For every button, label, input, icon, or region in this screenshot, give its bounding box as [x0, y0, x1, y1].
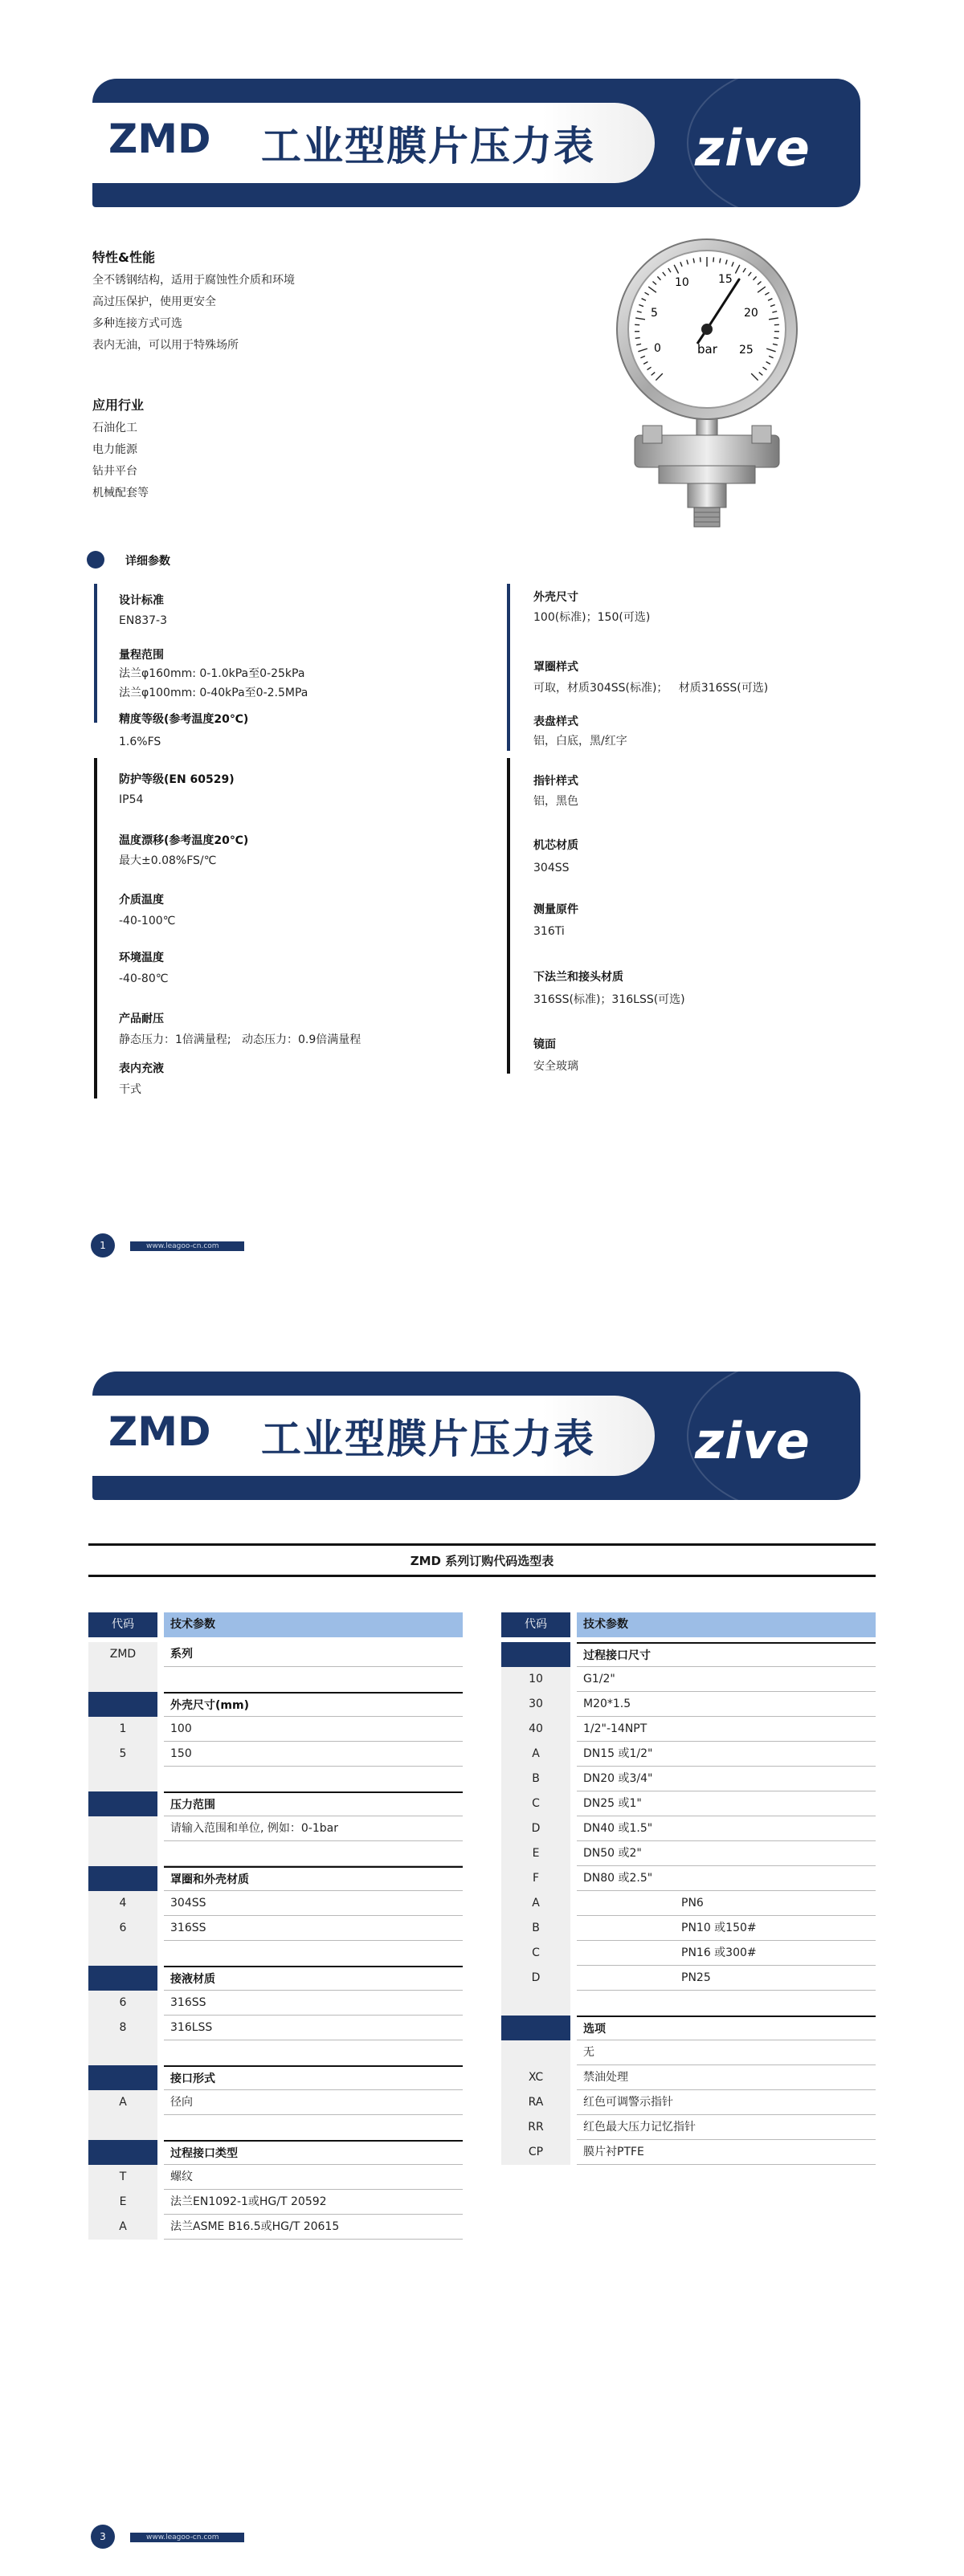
- group-title: 压力范围: [164, 1791, 463, 1816]
- value-cell: 316SS: [164, 1916, 463, 1941]
- code-cell: [88, 1866, 157, 1891]
- value-cell: 禁油处理: [577, 2065, 876, 2090]
- product-title: 工业型膜片压力表: [261, 1416, 595, 1462]
- column-divider: [94, 758, 97, 1098]
- spec-label: 下法兰和接头材质: [533, 971, 623, 984]
- spec-value: 316Ti: [533, 925, 565, 938]
- value-cell: 1/2"-14NPT: [577, 1717, 876, 1742]
- header-banner: [92, 1372, 860, 1500]
- code-cell: [88, 2140, 157, 2165]
- group-title: 过程接口尺寸: [577, 1642, 876, 1667]
- code-cell: 10: [501, 1667, 570, 1692]
- value-cell: [164, 1841, 463, 1866]
- value-cell: 红色可调警示指针: [577, 2090, 876, 2115]
- column-divider: [94, 584, 97, 723]
- table-group-row: [501, 1642, 876, 1667]
- list-item: 表内无油，可以用于特殊场所: [92, 339, 239, 352]
- value-cell: DN20 或3/4": [577, 1767, 876, 1791]
- spec-label: 外壳尺寸: [533, 591, 578, 604]
- table-group-row: [88, 2065, 463, 2090]
- code-cell: C: [501, 1941, 570, 1966]
- code-header: 代码: [501, 1612, 570, 1637]
- code-cell: C: [501, 1791, 570, 1816]
- code-cell: XC: [501, 2065, 570, 2090]
- code-cell: [88, 1791, 157, 1816]
- value-cell: 膜片衬PTFE: [577, 2140, 876, 2165]
- table-spacer-row: [88, 1667, 463, 1692]
- table-row: [88, 1991, 463, 2016]
- gauge-tick-mark: [635, 338, 640, 339]
- gauge-tick-10: 10: [675, 276, 689, 289]
- spec-label: 测量原件: [533, 903, 578, 916]
- table-group-row: [88, 2140, 463, 2165]
- table-group-row: [88, 1866, 463, 1891]
- gauge-unit: bar: [697, 342, 717, 357]
- table-group-row: [88, 1692, 463, 1717]
- spec-label: 介质温度: [119, 894, 164, 907]
- features-heading: 特性&性能: [92, 250, 155, 265]
- spec-label: 罩圈样式: [533, 661, 578, 674]
- page-3: [0, 1293, 964, 2576]
- value-cell: 红色最大压力记忆指针: [577, 2115, 876, 2140]
- industries-list: [92, 418, 149, 504]
- table-row: [88, 2090, 463, 2115]
- table-spacer-row: [88, 2115, 463, 2140]
- value-cell: DN80 或2.5": [577, 1866, 876, 1891]
- table-row: [501, 1742, 876, 1767]
- code-cell: A: [501, 1742, 570, 1767]
- spec-value: 安全玻璃: [533, 1060, 578, 1073]
- details-marker: [87, 551, 104, 569]
- code-cell: [88, 1692, 157, 1717]
- spec-label: 机芯材质: [533, 839, 578, 852]
- value-cell: DN50 或2": [577, 1841, 876, 1866]
- code-cell: F: [501, 1866, 570, 1891]
- column-divider: [507, 584, 510, 751]
- code-cell: 5: [88, 1742, 157, 1767]
- param-header: 技术参数: [577, 1612, 876, 1637]
- code-cell: 8: [88, 2016, 157, 2040]
- value-cell: 316LSS: [164, 2016, 463, 2040]
- product-title: 工业型膜片压力表: [261, 123, 595, 169]
- spec-value: 304SS: [533, 862, 570, 874]
- code-cell: A: [88, 2215, 157, 2240]
- value-cell: 304SS: [164, 1891, 463, 1916]
- table-row: [88, 1816, 463, 1841]
- code-cell: ZMD: [88, 1642, 157, 1667]
- value-cell: 无: [577, 2040, 876, 2065]
- code-cell: 6: [88, 1991, 157, 2016]
- footer-url[interactable]: www.leagoo-cn.com: [130, 1241, 244, 1251]
- column-divider: [507, 758, 510, 1074]
- list-item: 高过压保护，使用更安全: [92, 296, 216, 308]
- spec-label: 精度等级(参考温度20℃): [119, 713, 249, 726]
- table-row: [88, 2165, 463, 2190]
- page-number: 3: [91, 2525, 115, 2549]
- spec-value: -40-80℃: [119, 972, 169, 985]
- spec-label: 防护等级(EN 60529): [119, 773, 235, 786]
- code-cell: [88, 1767, 157, 1791]
- code-cell: T: [88, 2165, 157, 2190]
- list-item: 机械配套等: [92, 487, 149, 499]
- spec-value: 1.6%FS: [119, 736, 161, 748]
- code-cell: B: [501, 1916, 570, 1941]
- group-title: 选项: [577, 2016, 876, 2040]
- table-row: [88, 1841, 463, 1866]
- page-number: 1: [91, 1233, 115, 1257]
- table-row: [501, 1916, 876, 1941]
- table-spacer-row: [88, 2040, 463, 2065]
- code-cell: [501, 1642, 570, 1667]
- value-cell: PN16 或300#: [577, 1941, 876, 1966]
- table-row: [88, 1717, 463, 1742]
- code-cell: D: [501, 1816, 570, 1841]
- table-row: [501, 1891, 876, 1916]
- table-row: [501, 1692, 876, 1717]
- group-title: 罩圈和外壳材质: [164, 1866, 463, 1891]
- group-title: 过程接口类型: [164, 2140, 463, 2165]
- code-cell: RA: [501, 2090, 570, 2115]
- spec-value: 可取，材质304SS(标准)； 材质316SS(可选): [533, 682, 769, 695]
- table-group-row: [88, 1791, 463, 1816]
- table-spacer-row: [88, 1767, 463, 1791]
- code-cell: RR: [501, 2115, 570, 2140]
- table-row: [501, 1667, 876, 1692]
- gauge-tick-20: 20: [744, 307, 758, 320]
- order-table-title: ZMD 系列订购代码选型表: [88, 1543, 876, 1577]
- table-row: [501, 1791, 876, 1816]
- spec-label: 表盘样式: [533, 715, 578, 728]
- list-item: 电力能源: [92, 443, 137, 456]
- list-item: 多种连接方式可选: [92, 317, 182, 330]
- table-row: [501, 2140, 876, 2165]
- gauge-tick-mark: [713, 257, 714, 262]
- spec-label: 产品耐压: [119, 1013, 164, 1025]
- code-cell: [88, 1816, 157, 1841]
- table-row: [501, 1866, 876, 1891]
- spec-value: 干式: [119, 1083, 141, 1096]
- spec-value: 最大±0.08%FS/℃: [119, 854, 217, 867]
- spec-value: 铝，黑色: [533, 795, 578, 808]
- table-header-row: [501, 1612, 876, 1637]
- gauge-tick-15: 15: [718, 273, 733, 286]
- param-header: 技术参数: [164, 1612, 463, 1637]
- code-cell: B: [501, 1767, 570, 1791]
- header-banner: [92, 79, 860, 207]
- code-cell: [88, 1966, 157, 1991]
- value-cell: 系列: [164, 1642, 463, 1667]
- code-cell: [88, 1667, 157, 1692]
- value-cell: 316SS: [164, 1991, 463, 2016]
- features-list: [92, 270, 295, 357]
- table-row: [501, 1717, 876, 1742]
- spec-value: 100(标准)；150(可选): [533, 611, 651, 624]
- spec-value: EN837-3: [119, 614, 167, 627]
- code-cell: D: [501, 1966, 570, 1991]
- table-row: [88, 2215, 463, 2240]
- spec-value: 法兰φ160mm: 0-1.0kPa至0-25kPa: [119, 667, 305, 680]
- code-cell: 1: [88, 1717, 157, 1742]
- table-row: [88, 2190, 463, 2215]
- code-cell: 30: [501, 1692, 570, 1717]
- table-row: [88, 1642, 463, 1667]
- table-row: [501, 2065, 876, 2090]
- gauge-tick-mark: [774, 338, 778, 339]
- value-cell: 法兰ASME B16.5或HG/T 20615: [164, 2215, 463, 2240]
- code-cell: E: [501, 1841, 570, 1866]
- code-cell: E: [88, 2190, 157, 2215]
- spec-value: -40-100℃: [119, 915, 176, 927]
- brand-logo: zive: [695, 1412, 811, 1470]
- spec-value: 法兰φ100mm: 0-40kPa至0-2.5MPa: [119, 687, 308, 699]
- code-cell: CP: [501, 2140, 570, 2165]
- model-name: ZMD: [108, 1408, 211, 1455]
- industries-heading: 应用行业: [92, 397, 145, 413]
- value-cell: DN40 或1.5": [577, 1816, 876, 1841]
- gauge-tick-0: 0: [654, 342, 661, 355]
- code-cell: [501, 2040, 570, 2065]
- code-cell: 6: [88, 1916, 157, 1941]
- table-row: [501, 1767, 876, 1791]
- code-cell: [88, 1941, 157, 1966]
- table-spacer-row: [501, 1991, 876, 2016]
- gauge-tick-25: 25: [739, 344, 754, 357]
- value-cell: 螺纹: [164, 2165, 463, 2190]
- value-cell: PN6: [577, 1891, 876, 1916]
- table-row: [501, 2040, 876, 2065]
- value-cell: PN10 或150#: [577, 1916, 876, 1941]
- value-cell: DN25 或1": [577, 1791, 876, 1816]
- code-cell: [501, 1991, 570, 2016]
- code-header: 代码: [88, 1612, 157, 1637]
- pressure-gauge-image: [611, 233, 803, 538]
- code-cell: [88, 1841, 157, 1866]
- table-row: [501, 1816, 876, 1841]
- spec-label: 表内充液: [119, 1062, 164, 1075]
- table-row: [501, 1941, 876, 1966]
- value-cell: PN25: [577, 1966, 876, 1991]
- code-cell: [501, 2016, 570, 2040]
- value-cell: 请输入范围和单位, 例如：0-1bar: [164, 1816, 463, 1841]
- table-row: [501, 2115, 876, 2140]
- list-item: 钻井平台: [92, 465, 137, 478]
- details-title: 详细参数: [125, 555, 170, 568]
- code-cell: A: [88, 2090, 157, 2115]
- table-group-row: [88, 1966, 463, 1991]
- table-spacer-row: [88, 1941, 463, 1966]
- model-name: ZMD: [108, 116, 211, 162]
- table-row: [501, 2090, 876, 2115]
- brand-logo: zive: [695, 119, 811, 177]
- value-cell: 径向: [164, 2090, 463, 2115]
- spec-label: 指针样式: [533, 775, 578, 788]
- spec-label: 镜面: [533, 1038, 556, 1051]
- code-cell: [88, 2065, 157, 2090]
- table-group-row: [501, 2016, 876, 2040]
- table-row: [88, 2016, 463, 2040]
- table-header-row: [88, 1612, 463, 1637]
- value-cell: DN15 或1/2": [577, 1742, 876, 1767]
- code-cell: [88, 2115, 157, 2140]
- spec-value: 316SS(标准)；316LSS(可选): [533, 993, 685, 1006]
- group-title: 接口形式: [164, 2065, 463, 2090]
- spec-label: 环境温度: [119, 952, 164, 964]
- code-cell: 4: [88, 1891, 157, 1916]
- group-title: 外壳尺寸(mm): [164, 1692, 463, 1717]
- spec-label: 设计标准: [119, 594, 164, 607]
- list-item: 全不锈钢结构，适用于腐蚀性介质和环境: [92, 274, 295, 287]
- table-row: [88, 1742, 463, 1767]
- group-title: 接液材质: [164, 1966, 463, 1991]
- value-cell: M20*1.5: [577, 1692, 876, 1717]
- list-item: 石油化工: [92, 422, 137, 434]
- spec-label: 温度漂移(参考温度20℃): [119, 834, 249, 847]
- table-row: [88, 1916, 463, 1941]
- spec-value: IP54: [119, 793, 144, 806]
- code-cell: [88, 2040, 157, 2065]
- table-row: [88, 1891, 463, 1916]
- value-cell: 法兰EN1092-1或HG/T 20592: [164, 2190, 463, 2215]
- code-cell: A: [501, 1891, 570, 1916]
- value-cell: G1/2": [577, 1667, 876, 1692]
- table-row: [501, 1841, 876, 1866]
- gauge-tick-5: 5: [651, 307, 658, 320]
- footer-url[interactable]: www.leagoo-cn.com: [130, 2533, 244, 2542]
- spec-value: 铝，白底，黑/红字: [533, 735, 627, 748]
- value-cell: 100: [164, 1717, 463, 1742]
- table-row: [501, 1966, 876, 1991]
- code-cell: 40: [501, 1717, 570, 1742]
- spec-label: 量程范围: [119, 649, 164, 662]
- value-cell: 150: [164, 1742, 463, 1767]
- spec-value: 静态压力：1倍满量程; 动态压力：0.9倍满量程: [119, 1033, 362, 1046]
